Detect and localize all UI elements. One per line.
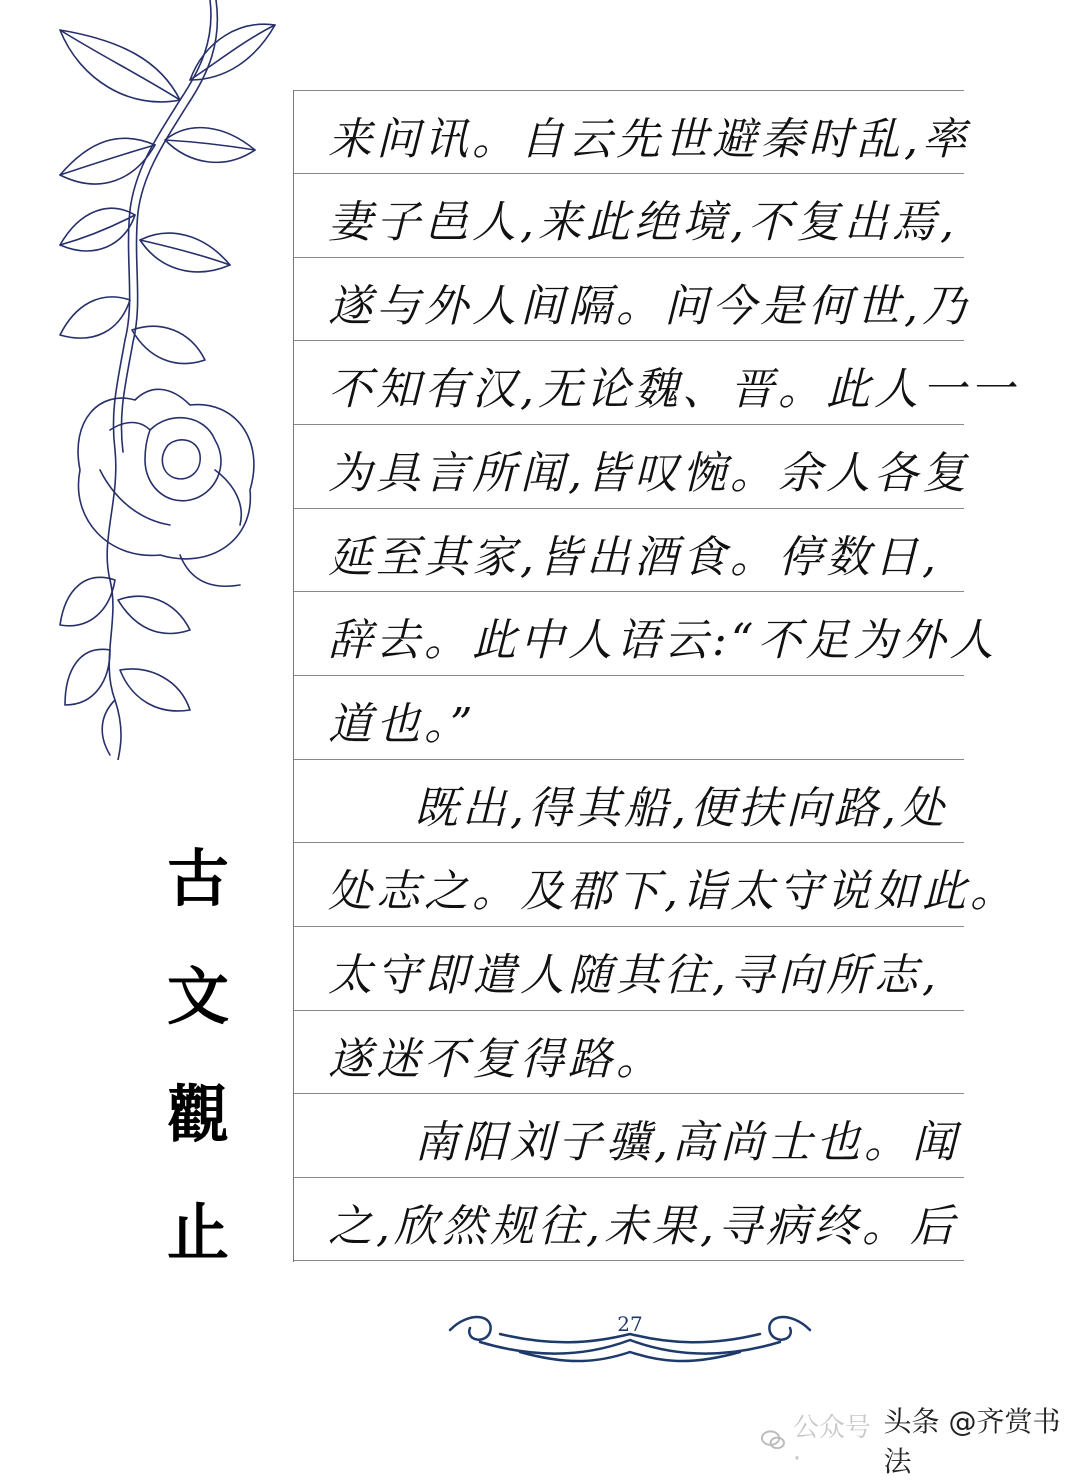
line-text: 遂迷不复得路。 xyxy=(328,1034,664,1085)
text-line xyxy=(294,591,998,673)
text-line xyxy=(294,508,964,590)
side-title-char: 文 xyxy=(166,960,229,1033)
line-text: 道也。” xyxy=(328,699,477,750)
wechat-icon xyxy=(760,1426,787,1454)
line-text: 不知有汉,无论魏、晋。此人一一 xyxy=(328,364,1018,415)
floral-ornament-icon xyxy=(40,0,280,760)
watermark-source: 公众号· xyxy=(792,1412,871,1474)
text-line xyxy=(294,1093,964,1175)
text-line xyxy=(294,675,964,757)
text-line xyxy=(294,90,970,172)
side-title-char: 止 xyxy=(166,1196,229,1269)
text-line xyxy=(294,926,964,1008)
text-line xyxy=(294,257,970,339)
text-line xyxy=(294,759,964,841)
line-text: 延至其家,皆出酒食。停数日, xyxy=(328,532,940,583)
watermark xyxy=(760,1400,1080,1480)
line-text: 之,欣然规往,未果,寻病终。后 xyxy=(328,1201,958,1252)
line-text: 处志之。及郡下,诣太守说如此。 xyxy=(328,866,1018,917)
line-text: 来问讯。自云先世避秦时乱,率 xyxy=(328,114,970,165)
line-text: 遂与外人间隔。问今是何世,乃 xyxy=(328,281,970,332)
text-line xyxy=(294,340,1018,422)
text-line xyxy=(294,173,964,255)
side-title xyxy=(148,820,248,1292)
line-text: 太守即遣人随其往,寻向所志, xyxy=(328,950,940,1001)
text-line xyxy=(294,1010,964,1092)
side-title-char: 古 xyxy=(166,842,229,915)
page-number-text: 27 xyxy=(617,1312,643,1336)
line-text: 南阳刘子骥,高尚士也。闻 xyxy=(414,1117,960,1168)
page-number xyxy=(0,1312,1080,1336)
text-line xyxy=(294,1177,964,1259)
bottom-rule xyxy=(294,1260,964,1261)
line-text: 妻子邑人,来此绝境,不复出焉, xyxy=(328,197,958,248)
line-text: 既出,得其船,便扶向路,处 xyxy=(414,783,948,834)
text-line xyxy=(294,842,1018,924)
text-line xyxy=(294,424,970,506)
writing-sheet xyxy=(293,90,1018,1262)
line-text: 为具言所闻,皆叹惋。余人各复 xyxy=(328,448,970,499)
watermark-handle: 头条 @齐赏书法 xyxy=(883,1405,1061,1478)
side-title-char: 觀 xyxy=(166,1078,229,1151)
line-text: 辞去。此中人语云:“不足为外人 xyxy=(328,615,998,666)
